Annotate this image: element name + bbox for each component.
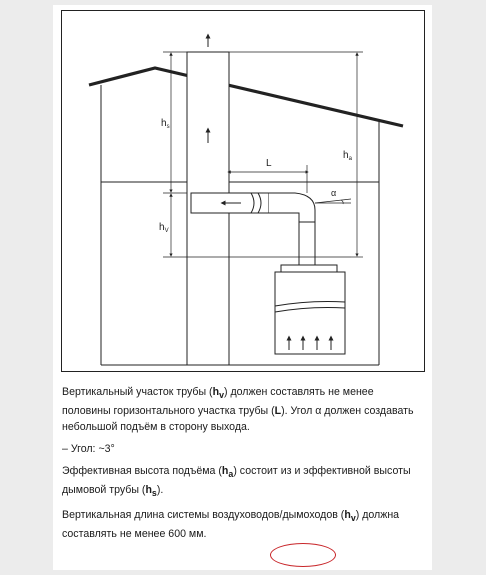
paragraph-angle: – Угол: ~3° <box>62 443 115 456</box>
document-page <box>53 5 432 570</box>
min-length-value: 600 мм <box>168 528 204 541</box>
l-label: L <box>266 158 272 169</box>
paragraph-vertical-section: Вертикальный участок трубы $(h_v)$ должен составлять не менее половины горизонтального участка трубы (L). Угол α должен создавать небольшой подъём в сторону выхода. <box>62 386 414 434</box>
boiler <box>275 272 345 354</box>
hs-label: $h_s$ <box>161 118 170 130</box>
highlight-oval <box>270 543 336 567</box>
pipe-elbow <box>269 193 315 222</box>
paragraph-effective-height: Эффективная высота подъёма $(h_a)$ состоит из и эффективной высоты дымовой трубы $(h_s)$. <box>62 465 411 499</box>
hv-label: $h_V$ <box>159 222 169 234</box>
paragraph-vertical-length: Вертикальная длина системы воздуховодов/дымоходов $(h_v)$ должна составлять не менее 600 мм. <box>62 509 400 541</box>
figure-frame <box>62 11 425 372</box>
description-text <box>62 384 424 548</box>
alpha-label: α <box>331 188 337 198</box>
ha-label: $h_a$ <box>343 150 352 162</box>
roof-line <box>89 68 403 126</box>
chimney-diagram <box>61 10 425 372</box>
